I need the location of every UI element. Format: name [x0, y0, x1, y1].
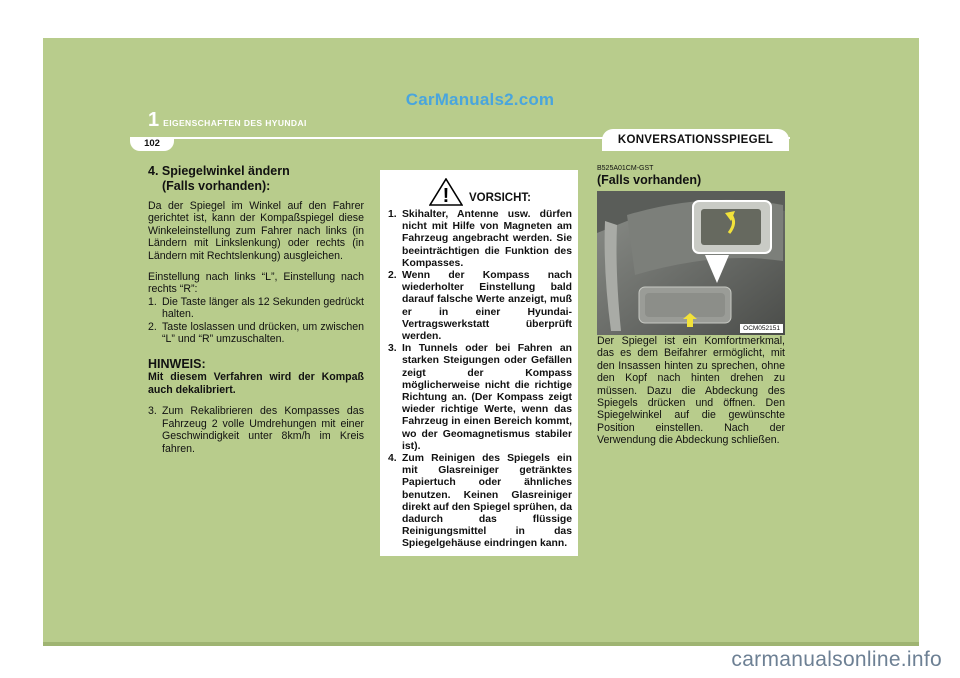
caution-item: [388, 453, 572, 551]
right-body: Der Spiegel ist ein Komfortmerkmal, das es dem Beifahrer ermöglicht, mit den Insassen hinten zu sprechen, ohne den Kopf nach hinten drehen zu müssen. Dazu die Abdeckung des Spiegels drücken und öffnen. Den Spiegelwinkel auf die gewünschte Position einstellen. Nach der Verwendung die Abdeckung schließen.: [597, 335, 785, 447]
overhead-console-image: [597, 191, 785, 335]
caution-text: Skihalter, Antenne usw. dürfen nicht mit Hilfe von Magneten am Fahrzeug angebracht werden. Sie beeinträchtigen die Funktion des Kompasses.: [402, 209, 572, 269]
caution-item: [388, 270, 572, 343]
mirror-photo: [597, 191, 785, 335]
right-heading: (Falls vorhanden): [597, 173, 702, 187]
warning-icon-glyph: !: [442, 185, 450, 206]
warning-triangle-icon: [429, 178, 463, 206]
caution-text: In Tunnels oder bei Fahren an starken Steigungen oder Gefällen zeigt der Kompass möglicherweise nicht die richtige Richtung an. (Der Kompass zeigt wieder richtige Werte, wenn das Fahrzeug in einen Bereich kommt, wo der Geomagnetismus stabiler ist).: [402, 343, 572, 452]
list-item: [148, 296, 364, 321]
right-column: [597, 164, 785, 447]
watermark-top[interactable]: CarManuals2.com: [405, 90, 555, 109]
caution-text: Wenn der Kompass nach wiederholter Einstellung bald darauf falsche Werte anzeigt, muß er in einer Hyundai-Vertragswerkstatt überprüft werden.: [402, 270, 572, 343]
list-text: Zum Rekalibrieren des Kompasses das Fahrzeug 2 volle Umdrehungen mit einer Geschwindigkeit unter 8km/h im Kreis fahren.: [162, 405, 364, 455]
page-number: 102: [130, 137, 174, 151]
chapter-header: [148, 108, 307, 130]
list-number: 3.: [148, 405, 157, 418]
bottom-strip: [43, 642, 919, 646]
photo-label: OCM052151: [740, 324, 783, 333]
caution-item: [388, 209, 572, 270]
document-code: B525A01CM-GST: [597, 165, 654, 172]
list-item: [148, 405, 364, 455]
caution-title: VORSICHT:: [469, 191, 531, 204]
list-number: 3.: [388, 343, 397, 355]
left-paragraph-1: Da der Spiegel im Winkel auf den Fahrer gerichtet ist, kann der Kompaßspiegel diese Winkeleinstellung zum Fahrer nach links (in Ländern mit Linkslenkung) oder rechts (in Ländern mit Rechtslenkung) ausgleichen.: [148, 200, 364, 262]
list-number: 1.: [148, 295, 157, 308]
note-title: HINWEIS:: [148, 357, 206, 372]
section-title: KONVERSATIONSSPIEGEL: [602, 129, 789, 151]
left-column: [148, 164, 364, 455]
caution-header: [388, 178, 572, 206]
chapter-number: 1: [148, 109, 160, 131]
list-number: 4.: [388, 453, 397, 465]
chapter-title: EIGENSCHAFTEN DES HYUNDAI: [163, 118, 307, 128]
left-heading-line2: (Falls vorhanden):: [162, 179, 271, 193]
list-number: 2.: [148, 320, 157, 333]
list-number: 1.: [388, 209, 397, 220]
footer-watermark[interactable]: carmanualsonline.info: [731, 648, 942, 671]
caution-box: [380, 170, 578, 556]
list-text: Taste loslassen und drücken, um zwischen “L” und “R” umzuschalten.: [162, 320, 364, 346]
list-text: Die Taste länger als 12 Sekunden gedrückt halten.: [162, 295, 364, 321]
left-heading: [148, 164, 364, 194]
caution-text: Zum Reinigen des Spiegels ein mit Glasreiniger getränktes Papiertuch oder ähnliches benutzen. Keinen Glasreiniger direkt auf den Spiegel sprühen, da dadurch das flüssige Reinigungsmittel in das Spiegelgehäuse eindringen kann.: [402, 453, 572, 550]
caution-item: [388, 343, 572, 453]
left-paragraph-2: Einstellung nach links “L”, Einstellung nach rechts “R”:: [148, 271, 364, 296]
left-heading-line1: 4. Spiegelwinkel ändern: [148, 164, 290, 178]
list-number: 2.: [388, 270, 397, 282]
note-body: Mit diesem Verfahren wird der Kompaß auch dekalibriert.: [148, 371, 364, 396]
list-item: [148, 321, 364, 346]
